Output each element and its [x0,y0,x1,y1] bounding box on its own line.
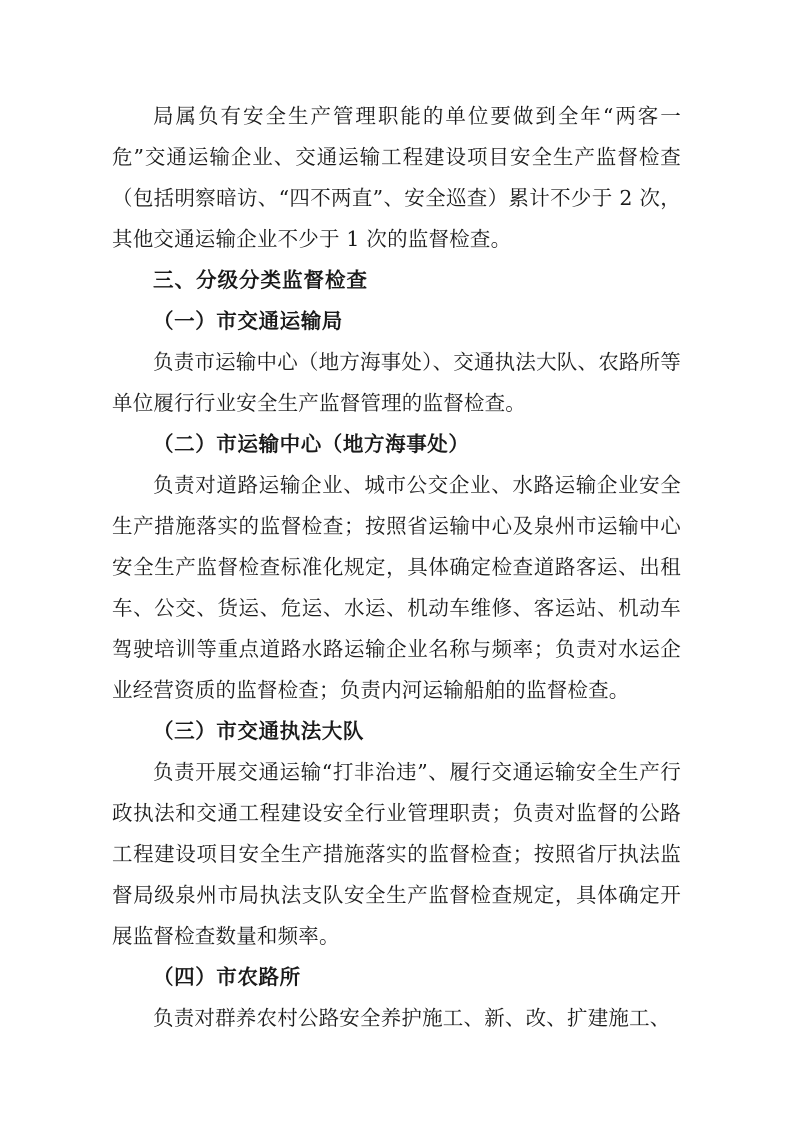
paragraph-annual-inspection: 局属负有安全生产管理职能的单位要做到全年“两客一危”交通运输企业、交通运输工程建设项目安全生产监督检查（包括明察暗访、“四不两直”、安全巡查）累计不少于 2 次，其他交通运输企业不少于 1 次的监督检查。 [112,104,681,251]
document-body [112,96,681,1039]
paragraph-transport-bureau-duties: 负责市运输中心（地方海事处）、交通执法大队、农路所等单位履行行业安全生产监督管理的监督检查。 [112,350,681,415]
paragraph-rural-road-office-duties: 负责对群养农村公路安全养护施工、新、改、扩建施工、 [153,1006,671,1030]
section-heading-three: 三、分级分类监督检查 [153,268,368,292]
subsection-heading-one: （一）市交通运输局 [153,309,343,333]
paragraph-enforcement-team-duties: 负责开展交通运输“打非治违”、履行交通运输安全生产行政执法和交通工程建设安全行业管理职责；负责对监督的公路工程建设项目安全生产措施落实的监督检查；按照省厅执法监督局级泉州市局执法支队安全生产监督检查规定，具体确定开展监督检查数量和频率。 [112,760,681,948]
subsection-heading-three: （三）市交通执法大队 [153,719,364,743]
paragraph-transport-center-duties: 负责对道路运输企业、城市公交企业、水路运输企业安全生产措施落实的监督检查；按照省运输中心及泉州市运输中心安全生产监督检查标准化规定，具体确定检查道路客运、出租车、公交、货运、危运、水运、机动车维修、客运站、机动车驾驶培训等重点道路水路运输企业名称与频率；负责对水运企业经营资质的监督检查；负责内河运输船舶的监督检查。 [112,473,681,702]
subsection-heading-four: （四）市农路所 [153,965,301,989]
subsection-heading-two: （二）市运输中心（地方海事处） [153,432,470,456]
